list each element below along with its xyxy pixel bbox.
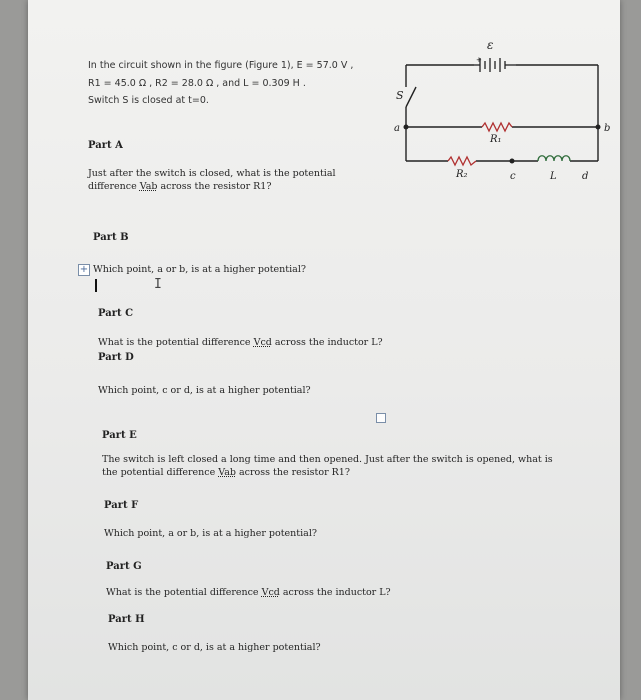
part-g-text-end: across the inductor L?	[279, 587, 391, 598]
part-b-header: Part B	[93, 232, 129, 243]
l-label: L	[550, 171, 557, 182]
part-g-question	[106, 586, 391, 599]
intro-line-2: R1 = 45.0 Ω , R2 = 28.0 Ω , and L = 0.309 H .	[88, 78, 306, 89]
part-c-question	[98, 336, 383, 349]
part-d-header: Part D	[98, 352, 134, 363]
r1-label: R₁	[490, 134, 502, 145]
var-vcd-2: Vcd	[261, 587, 280, 598]
node-d-label: d	[582, 171, 589, 182]
part-b-question: Which point, a or b, is at a higher potential?	[93, 264, 306, 275]
part-a-text-end: across the resistor R1?	[157, 181, 272, 192]
part-e-question	[102, 453, 553, 479]
part-h-question: Which point, c or d, is at a higher potential?	[108, 642, 321, 653]
expand-plus-icon[interactable]: +	[79, 264, 89, 275]
part-f-question: Which point, a or b, is at a higher potential?	[104, 528, 317, 539]
node-a-label: a	[394, 123, 400, 134]
intro-line-3: Switch S is closed at t=0.	[88, 95, 209, 106]
resistor-r1-icon	[482, 123, 512, 131]
part-g-header: Part G	[106, 561, 142, 572]
part-e-line-2	[102, 466, 553, 479]
part-g-text: What is the potential difference	[106, 587, 262, 598]
part-h-header: Part H	[108, 614, 145, 625]
part-a-text: difference	[88, 181, 140, 192]
answer-input-caret[interactable]	[95, 279, 97, 292]
part-e-text-end: across the resistor R1?	[235, 467, 350, 478]
part-f-header: Part F	[104, 500, 139, 511]
part-a-question	[88, 167, 336, 193]
svg-text:+: +	[476, 56, 482, 64]
var-vab: Vab	[139, 181, 158, 192]
r2-label: R₂	[456, 169, 468, 180]
worksheet-page	[28, 0, 620, 700]
part-e-line-1: The switch is left closed a long time and then opened. Just after the switch is opened, what is	[102, 454, 553, 465]
intro-line-1: In the circuit shown in the figure (Figure 1), E = 57.0 V ,	[88, 60, 354, 71]
text-cursor-icon: I	[154, 277, 162, 292]
part-e-text: the potential difference	[102, 467, 219, 478]
circuit-figure	[374, 35, 614, 185]
part-e-header: Part E	[102, 430, 137, 441]
emf-label: ε	[487, 38, 494, 52]
answer-checkbox[interactable]	[376, 413, 386, 423]
inductor-icon	[538, 156, 570, 161]
part-a-line-1: Just after the switch is closed, what is the potential	[88, 168, 336, 179]
part-c-header: Part C	[98, 308, 134, 319]
part-a-header: Part A	[88, 140, 123, 151]
switch-label: S	[396, 89, 404, 102]
resistor-r2-icon	[448, 157, 476, 165]
part-d-question: Which point, c or d, is at a higher potential?	[98, 385, 311, 396]
node-b-label: b	[604, 123, 611, 134]
node-c-label: c	[510, 171, 516, 182]
part-a-line-2	[88, 180, 336, 193]
var-vcd: Vcd	[253, 337, 272, 348]
var-vab-2: Vab	[218, 467, 236, 478]
part-c-text: What is the potential difference	[98, 337, 254, 348]
part-c-text-end: across the inductor L?	[271, 337, 383, 348]
